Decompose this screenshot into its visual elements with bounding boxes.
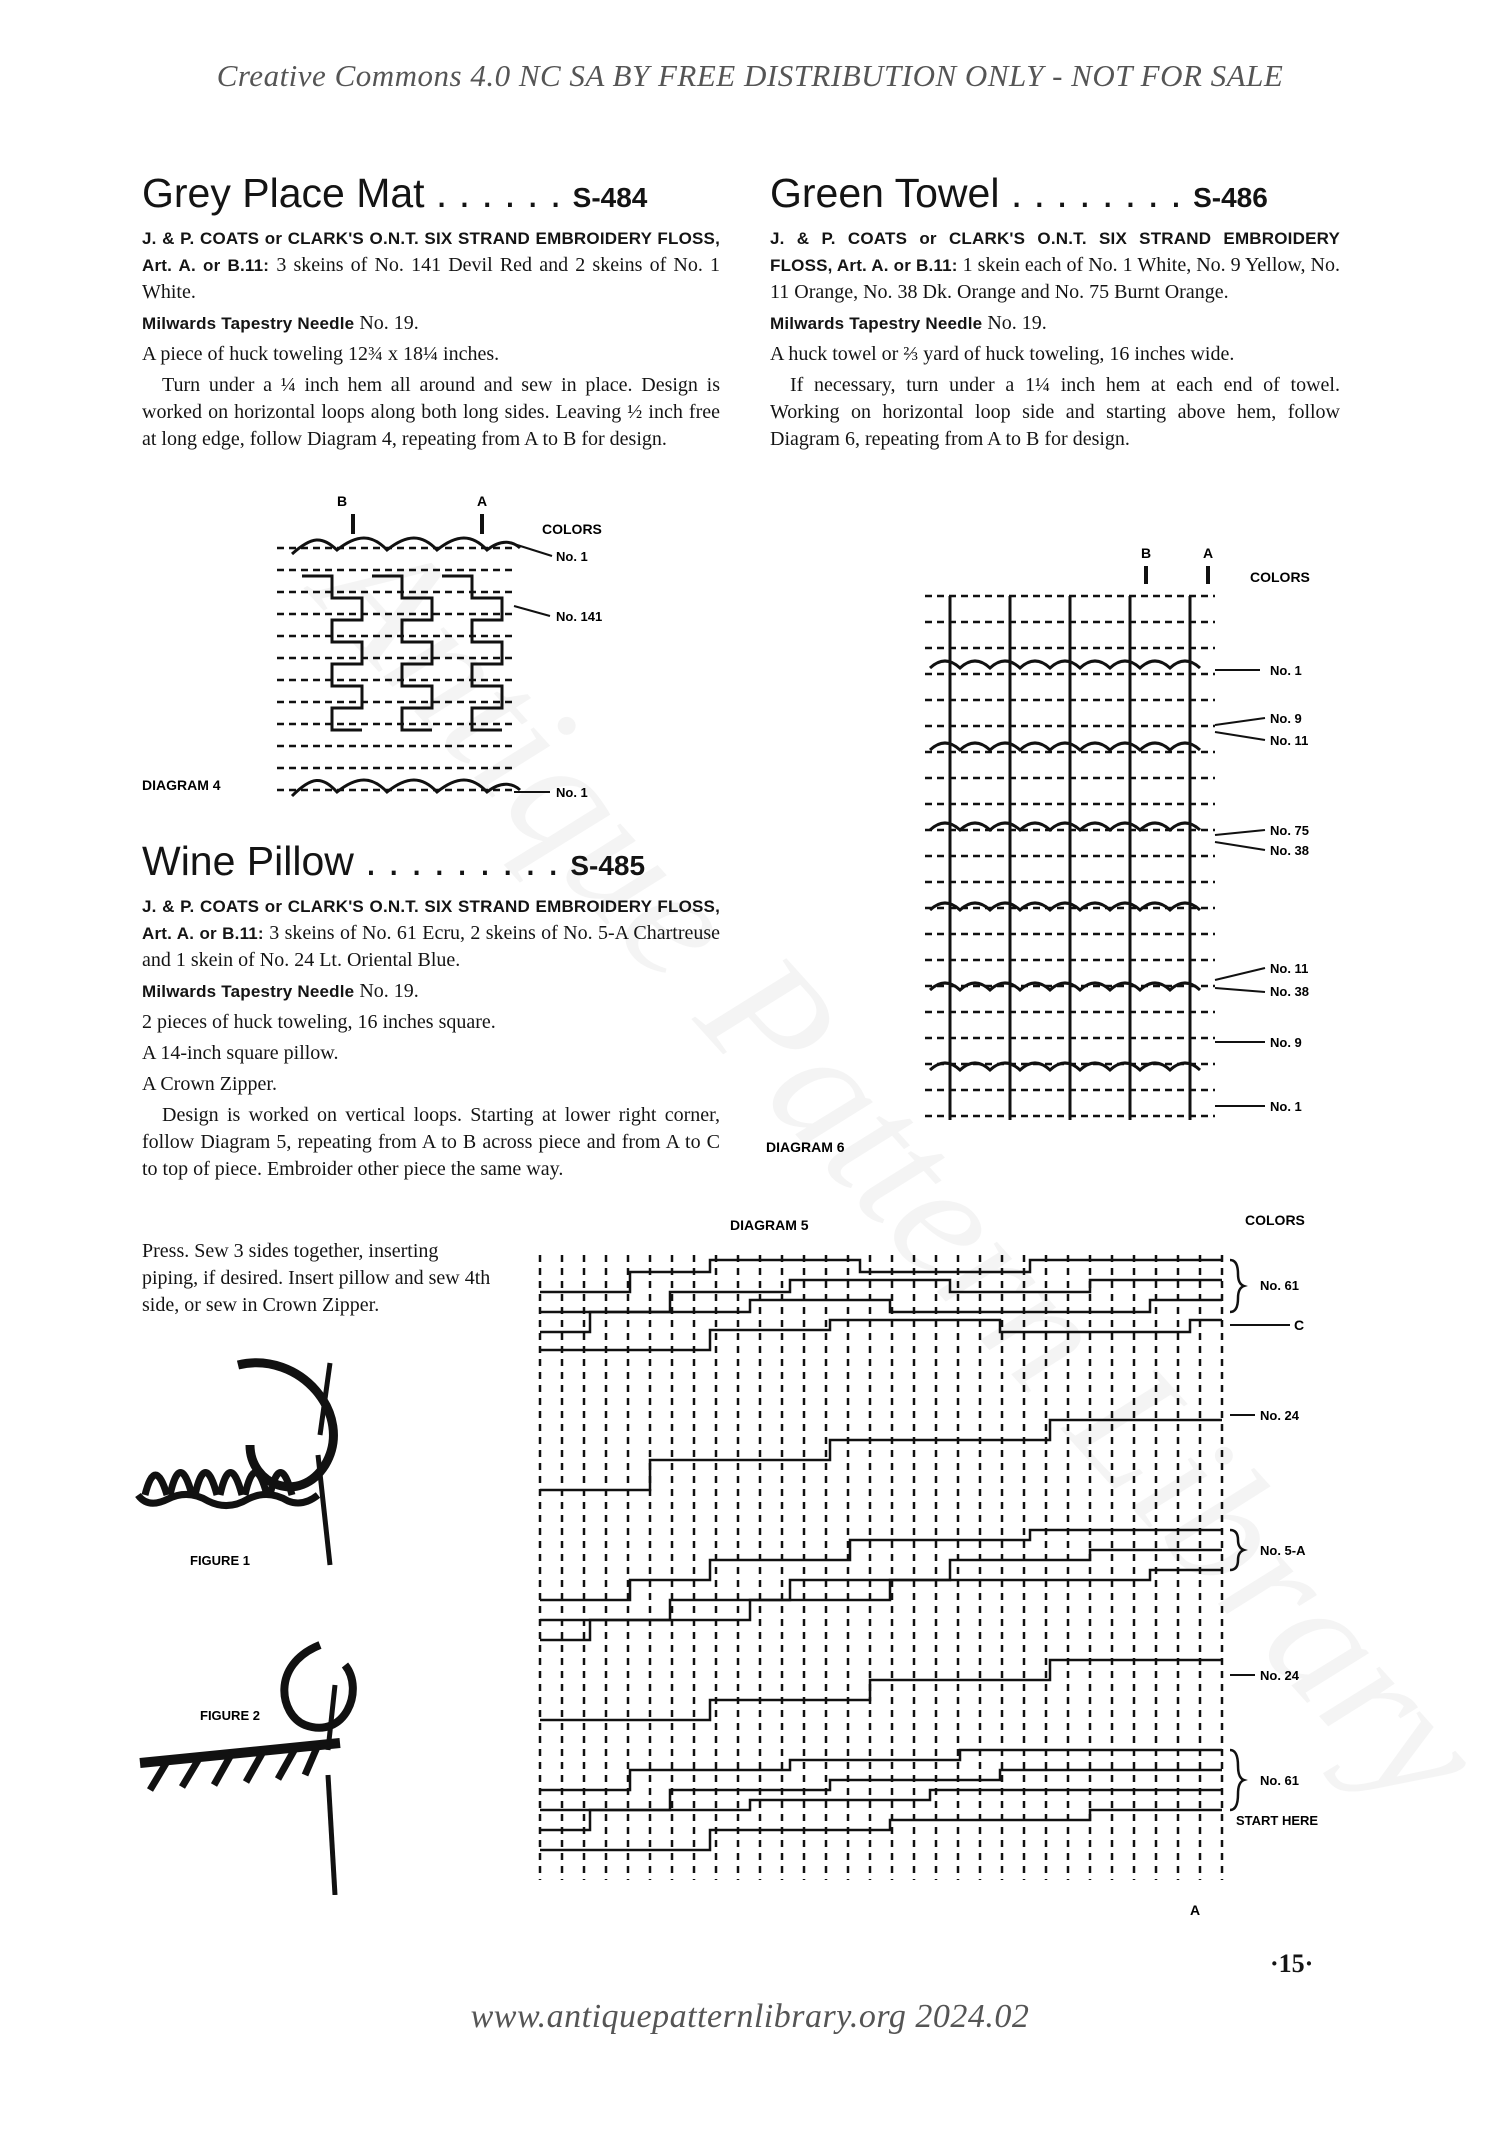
diagram4-colors-heading: COLORS	[542, 521, 602, 537]
green-towel-title: Green Towel . . . . . . . . S-486	[770, 170, 1268, 216]
diagram4-color: No. 141	[556, 609, 603, 624]
diagram5-color: No. 24	[1260, 1668, 1300, 1683]
wine-pillow-title: Wine Pillow . . . . . . . . . S-485	[142, 838, 646, 884]
diagram-4	[142, 486, 702, 816]
diagram-5	[530, 1200, 1360, 1930]
figure-1	[130, 1355, 380, 1595]
diagram6-color: No. 11	[1270, 733, 1309, 748]
diagram6-color: No. 38	[1270, 843, 1310, 858]
figure-2-label: FIGURE 2	[200, 1708, 260, 1723]
diagram4-marker-b: B	[336, 493, 348, 509]
diagram6-color: No. 38	[1270, 984, 1310, 999]
diagram6-color: No. 75	[1270, 823, 1310, 838]
diagram6-marker-a: A	[1202, 545, 1214, 561]
diagram5-color: No. 5-A	[1260, 1543, 1306, 1558]
grey-mat-title: Grey Place Mat . . . . . . S-484	[142, 170, 648, 216]
diagram6-label: DIAGRAM 6	[766, 1139, 845, 1155]
diagram4-color: No. 1	[556, 785, 588, 800]
diagram4-label: DIAGRAM 4	[142, 777, 221, 793]
diagram4-color: No. 1	[556, 549, 588, 564]
diagram6-marker-b: B	[1140, 545, 1152, 561]
diagram5-color: C	[1294, 1317, 1305, 1333]
license-header: Creative Commons 4.0 NC SA BY FREE DISTRIBUTION ONLY - NOT FOR SALE	[216, 58, 1284, 93]
diagram5-colors-heading: COLORS	[1245, 1212, 1305, 1228]
diagram6-color: No. 11	[1270, 961, 1309, 976]
diagram4-marker-a: A	[476, 493, 488, 509]
diagram5-start-here: START HERE	[1236, 1813, 1319, 1828]
diagram6-color: No. 1	[1270, 1099, 1302, 1114]
figure-2	[130, 1625, 380, 1895]
diagram5-label: DIAGRAM 5	[730, 1217, 809, 1233]
diagram6-colors-heading: COLORS	[1250, 569, 1310, 585]
diagram6-color: No. 1	[1270, 663, 1302, 678]
diagram5-color: No. 61	[1260, 1773, 1300, 1788]
figure-1-label: FIGURE 1	[190, 1553, 250, 1568]
diagram6-color: No. 9	[1270, 711, 1302, 726]
page-number: ·15·	[1270, 1949, 1314, 1978]
diagram5-color: No. 61	[1260, 1278, 1300, 1293]
footer-url: www.antiquepatternlibrary.org 2024.02	[470, 1998, 1030, 2035]
diagram-6	[760, 540, 1360, 1180]
wine-pillow-finish: Press. Sew 3 sides together, inserting piping, if desired. Insert pillow and sew 4th side, or sew in Crown Zipper.	[142, 1240, 491, 1316]
wine-pillow-instructions: J. & P. COATS or CLARK'S O.N.T. SIX STRAND EMBROIDERY FLOSS, Art. A. or B.11: 3 skeins of No. 61 Ecru, 2 skeins of No. 5-A Chartreuse and 1 skein of No. 24 Lt. Oriental Blue. Milwards Tapestry Needle No. 19. 2 pieces of huck toweling, 16 inches square. A 14-inch square pillow. A Crown Zipper. Design is worked on vertical loops. Starting at lower right corner, follow Diagram 5, repeating from A to B across piece and from A to C to top of piece. Embroider other piece the same way.	[142, 897, 721, 1180]
green-towel-instructions: J. & P. COATS or CLARK'S O.N.T. SIX STRAND EMBROIDERY FLOSS, Art. A. or B.11: 1 skein each of No. 1 White, No. 9 Yellow, No. 11 Orange, No. 38 Dk. Orange and No. 75 Burnt Orange. Milwards Tapestry Needle No. 19. A huck towel or ⅔ yard of huck toweling, 16 inches wide. If necessary, turn under a 1¼ inch hem at each end of towel. Working on horizontal loop side and starting above hem, follow Diagram 6, repeating from A to B for design.	[770, 229, 1340, 450]
diagram6-color: No. 9	[1270, 1035, 1302, 1050]
grey-mat-instructions: J. & P. COATS or CLARK'S O.N.T. SIX STRAND EMBROIDERY FLOSS, Art. A. or B.11: 3 skeins of No. 141 Devil Red and 2 skeins of No. 1 White. Milwards Tapestry Needle No. 19. A piece of huck toweling 12¾ x 18¼ inches. Turn under a ¼ inch hem all around and sew in place. Design is worked on horizontal loops along both long sides. Leaving ½ inch free at long edge, follow Diagram 4, repeating from A to B for design.	[142, 229, 721, 450]
diagram5-marker-a: A	[1189, 1902, 1201, 1918]
diagram5-color: No. 24	[1260, 1408, 1300, 1423]
